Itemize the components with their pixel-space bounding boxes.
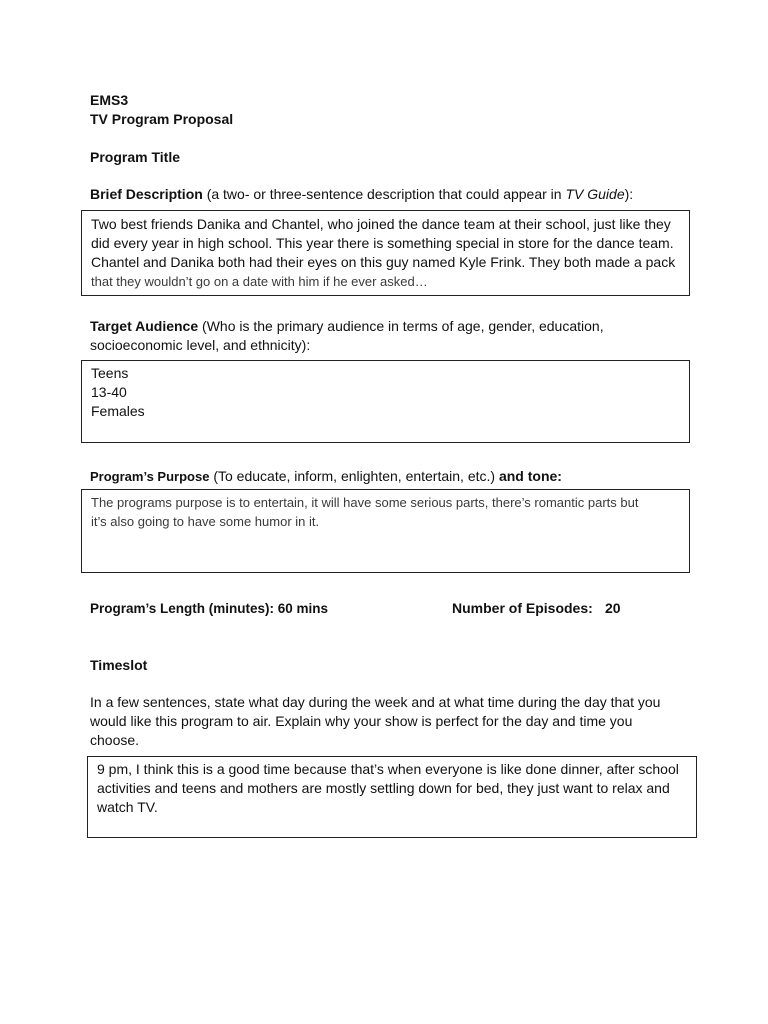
brief-description-box xyxy=(81,210,690,296)
timeslot-prompt xyxy=(90,693,660,750)
description-line: did every year in high school. This year there is something special in store for the dance team. xyxy=(91,235,674,251)
document-title: TV Program Proposal xyxy=(90,111,234,127)
purpose-line: The programs purpose is to entertain, it will have some serious parts, there’s romantic parts but xyxy=(91,495,639,510)
episodes-label: Number of Episodes: xyxy=(452,600,593,616)
audience-line: 13-40 xyxy=(91,384,127,400)
timeslot-prompt-line: would like this program to air. Explain why your show is perfect for the day and time you xyxy=(90,713,633,729)
purpose-label: Program’s Purpose xyxy=(90,469,210,484)
purpose-box xyxy=(81,489,690,573)
description-line: that they wouldn’t go on a date with him if he ever asked… xyxy=(91,274,428,289)
timeslot-answer-line: activities and teens and mothers are mostly settling down for bed, they just want to relax and xyxy=(97,780,670,796)
audience-line: Teens xyxy=(91,365,129,381)
timeslot-answer-line: watch TV. xyxy=(97,799,158,815)
brief-description-heading xyxy=(90,185,633,204)
course-code: EMS3 xyxy=(90,92,129,108)
target-audience-label: Target Audience xyxy=(90,318,199,334)
timeslot-prompt-line: In a few sentences, state what day during the week and at what time during the day that you xyxy=(90,694,661,710)
episodes-value: 20 xyxy=(605,600,621,616)
program-title-label: Program Title xyxy=(90,149,180,165)
timeslot-answer-box xyxy=(87,756,697,838)
target-audience-box xyxy=(81,360,690,443)
purpose-line: it’s also going to have some humor in it. xyxy=(91,514,320,529)
brief-description-instructions-end: ): xyxy=(624,186,634,202)
description-line: Two best friends Danika and Chantel, who joined the dance team at their school, just like they xyxy=(91,216,671,232)
tv-guide-text: TV Guide xyxy=(565,186,625,202)
purpose-heading xyxy=(90,467,562,486)
program-length: Program’s Length (minutes): 60 mins xyxy=(90,601,329,616)
description-line: Chantel and Danika both had their eyes on this guy named Kyle Frink. They both made a pack xyxy=(91,254,676,270)
audience-line: Females xyxy=(91,403,145,419)
tone-label: and tone: xyxy=(498,468,562,484)
timeslot-prompt-line: choose. xyxy=(90,732,140,748)
brief-description-label: Brief Description xyxy=(90,186,203,202)
target-audience-instructions-2: socioeconomic level, and ethnicity): xyxy=(90,337,311,353)
purpose-instructions: (To educate, inform, enlighten, entertain, etc.) xyxy=(213,468,496,484)
target-audience-heading xyxy=(90,317,604,336)
brief-description-instructions: (a two- or three-sentence description that could appear in xyxy=(206,186,566,202)
timeslot-answer-line: 9 pm, I think this is a good time because that’s when everyone is like done dinner, after school xyxy=(97,761,679,777)
target-audience-instructions: (Who is the primary audience in terms of age, gender, education, xyxy=(202,318,604,334)
timeslot-label: Timeslot xyxy=(90,657,148,673)
